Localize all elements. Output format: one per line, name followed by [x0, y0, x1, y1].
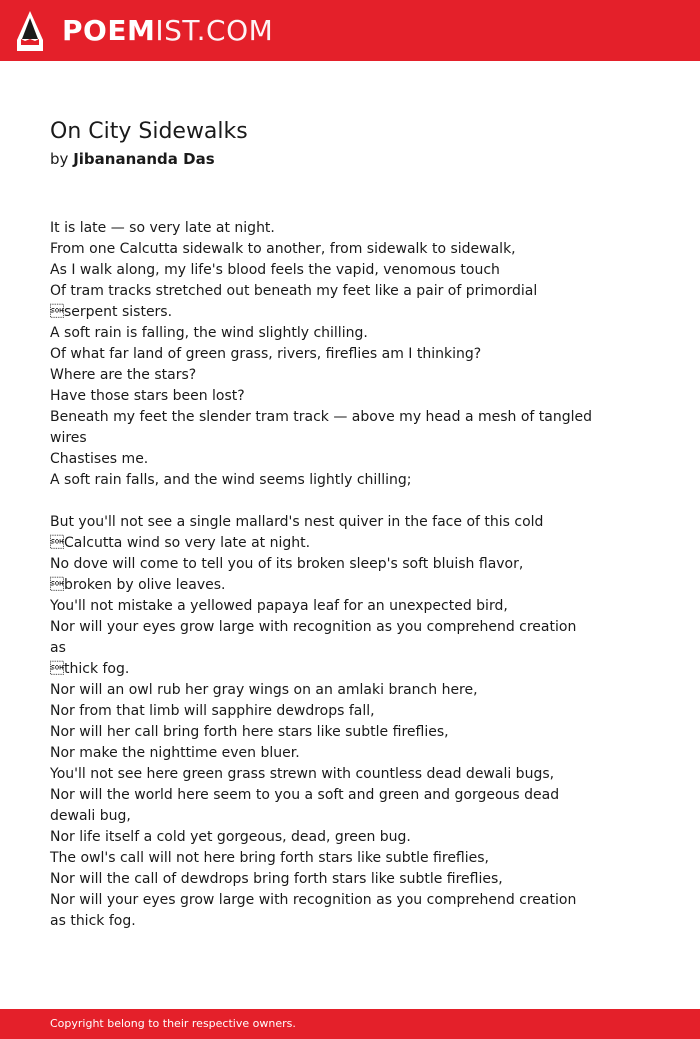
- poem-line: Nor will her call bring forth here stars like subtle fireflies,: [50, 724, 449, 740]
- brand-name-light: IST.COM: [155, 14, 274, 47]
- poem-line: No dove will come to tell you of its broken sleep's soft bluish flavor,: [50, 556, 524, 572]
- poem-line: Calcutta wind so very late at night.: [50, 535, 311, 551]
- poem-line: dewali bug,: [50, 808, 131, 824]
- poem-line: Of what far land of green grass, rivers, fireflies am I thinking?: [50, 346, 482, 362]
- site-logo-text[interactable]: [62, 14, 273, 48]
- poem-line: Of tram tracks stretched out beneath my feet like a pair of primordial: [50, 283, 538, 299]
- poem-line: It is late — so very late at night.: [50, 220, 275, 236]
- poem-line: But you'll not see a single mallard's nest quiver in the face of this cold: [50, 514, 544, 530]
- poem-line: Nor will your eyes grow large with recognition as you comprehend creation: [50, 892, 577, 908]
- poem-line: From one Calcutta sidewalk to another, from sidewalk to sidewalk,: [50, 241, 516, 257]
- poem-line: serpent sisters.: [50, 304, 173, 320]
- poem-line: thick fog.: [50, 661, 130, 677]
- poem-line: as: [50, 640, 66, 656]
- poem-line: A soft rain is falling, the wind slightly chilling.: [50, 325, 368, 341]
- poem-line: Nor will the world here seem to you a soft and green and gorgeous dead: [50, 787, 560, 803]
- poem-line: Where are the stars?: [50, 367, 197, 383]
- poem-body: [50, 218, 593, 932]
- byline-prefix: by: [50, 150, 69, 168]
- poem-line: You'll not mistake a yellowed papaya leaf for an unexpected bird,: [50, 598, 508, 614]
- stanza-break: [50, 491, 580, 512]
- poem-line: Chastises me.: [50, 451, 149, 467]
- poem-line: Nor life itself a cold yet gorgeous, dead, green bug.: [50, 829, 411, 845]
- poem-author: Jibanananda Das: [73, 150, 215, 168]
- brand-name-bold: POEM: [62, 14, 156, 47]
- site-footer: [0, 1009, 700, 1039]
- poem-line: as thick fog.: [50, 913, 136, 929]
- poem-line: broken by olive leaves.: [50, 577, 226, 593]
- poem-line: Nor will an owl rub her gray wings on an amlaki branch here,: [50, 682, 478, 698]
- poem-title: On City Sidewalks: [50, 119, 248, 144]
- poem-line: Beneath my feet the slender tram track — above my head a mesh of tangled: [50, 409, 593, 425]
- pen-nib-icon[interactable]: [16, 10, 44, 52]
- poem-line: Have those stars been lost?: [50, 388, 245, 404]
- poem-line: The owl's call will not here bring forth stars like subtle fireflies,: [50, 850, 489, 866]
- poem-line: Nor from that limb will sapphire dewdrops fall,: [50, 703, 375, 719]
- poem-byline: [50, 148, 215, 170]
- poem-line: Nor will the call of dewdrops bring forth stars like subtle fireflies,: [50, 871, 503, 887]
- poem-line: wires: [50, 430, 87, 446]
- copyright-notice: Copyright belong to their respective owners.: [50, 1017, 296, 1030]
- poem-line: A soft rain falls, and the wind seems lightly chilling;: [50, 472, 412, 488]
- poem-line: You'll not see here green grass strewn with countless dead dewali bugs,: [50, 766, 555, 782]
- site-header: [0, 0, 700, 61]
- poem-line: As I walk along, my life's blood feels the vapid, venomous touch: [50, 262, 500, 278]
- poem-line: Nor make the nighttime even bluer.: [50, 745, 300, 761]
- poem-line: Nor will your eyes grow large with recognition as you comprehend creation: [50, 619, 577, 635]
